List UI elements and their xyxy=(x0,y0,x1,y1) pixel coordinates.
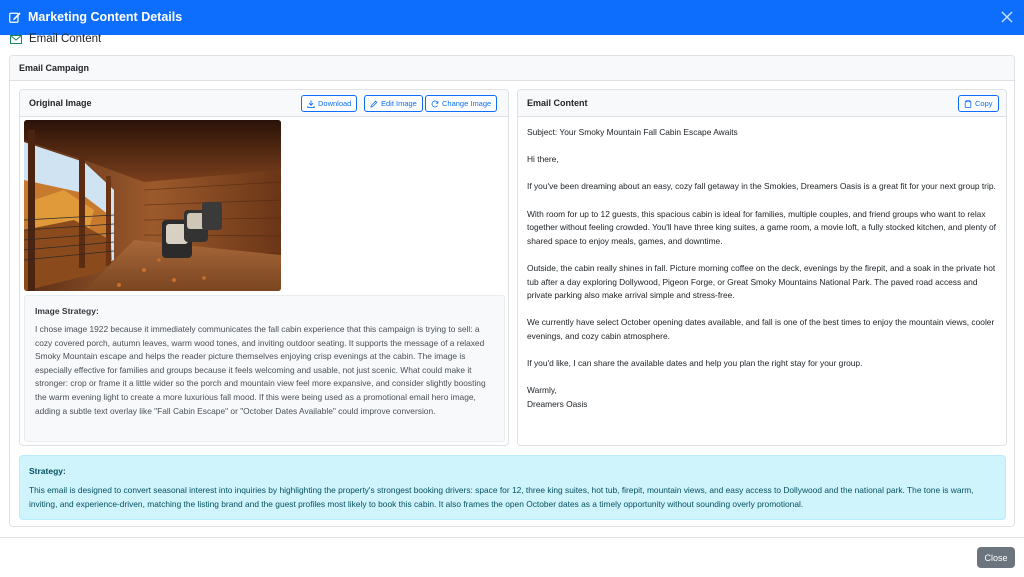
modal-header xyxy=(0,0,1024,35)
cabin-porch-image xyxy=(24,120,281,291)
original-image-header xyxy=(20,90,508,117)
download-button[interactable]: Download xyxy=(301,95,357,112)
email-campaign-title: Email Campaign xyxy=(10,56,1014,81)
pencil-icon xyxy=(370,100,378,108)
strategy-alert xyxy=(19,455,1006,520)
edit-icon xyxy=(9,11,21,23)
email-paragraph: Subject: Your Smoky Mountain Fall Cabin Escape Awaits xyxy=(527,127,738,137)
close-icon[interactable] xyxy=(1000,10,1014,24)
email-paragraph: We currently have select October opening dates available, and fall is one of the best times to enjoy the mountain views, cooler evenings, and cozy cabin atmosphere. xyxy=(527,317,995,341)
close-button[interactable]: Close xyxy=(977,547,1015,568)
email-paragraph: Outside, the cabin really shines in fall. Picture morning coffee on the deck, evenings by the firepit, and a soak in the private hot tub after a day exploring Dollywood, Pigeon Forge, or Great Smoky Mountains National Park. The paved road access and private parking also make arrival simple and stress-free. xyxy=(527,262,996,301)
original-image-title: Original Image xyxy=(29,98,92,108)
download-icon xyxy=(307,100,315,108)
original-image-panel xyxy=(19,89,509,446)
strategy-text: This email is designed to convert seasonal interest into inquiries by highlighting the property's strongest booking drivers: space for 12, three king suites, hot tub, firepit, mountain views, and easy access to Dollywood and the national park. The tone is warm, inviting, and experience-driven, matching the listing brand and the guest profiles most likely to book this cabin. It also frames the open October dates as a timely opportunity without sounding overly promotional. xyxy=(29,485,974,509)
email-paragraph: If you've been dreaming about an easy, cozy fall getaway in the Smokies, Dreamers Oasis is a great fit for your next group trip. xyxy=(527,181,996,192)
clipboard-icon xyxy=(964,100,972,108)
change-image-button[interactable]: Change Image xyxy=(425,95,497,112)
footer-divider xyxy=(0,537,1024,538)
image-strategy-text: I chose image 1922 because it immediately communicates the fall cabin experience that this campaign is trying to sell: a cozy covered porch, autumn leaves, warm wood tones, and inviting outdoor seating. It supports the message of a relaxed Smoky Mountain escape and helps the reader picture themselves enjoying crisp evenings at the cabin. The image is especially effective for families and groups because it feels welcoming and usable, not just scenic. What could make it stronger: crop or frame it a little wider so the porch and mountain view feel more expansive, and consider slightly boosting the warm evening light to create a more luxurious fall mood. If this were being used as a promotional email hero image, adding a subtle text overlay like "Fall Cabin Escape" or "October Dates Available" could improve conversion. xyxy=(35,324,486,416)
envelope-icon xyxy=(10,35,22,44)
copy-button[interactable]: Copy xyxy=(958,95,999,112)
email-signoff: Warmly, Dreamers Oasis xyxy=(527,385,588,409)
strategy-heading: Strategy: xyxy=(29,466,66,476)
edit-image-button[interactable]: Edit Image xyxy=(364,95,423,112)
modal-title: Marketing Content Details xyxy=(28,10,183,24)
email-content-header xyxy=(518,90,1006,117)
email-paragraph: If you'd like, I can share the available dates and help you plan the right stay for your group. xyxy=(527,358,863,369)
email-paragraph: With room for up to 12 guests, this spacious cabin is ideal for families, multiple couples, and friend groups who want to relax together without feeling crowded. You'll have three king suites, a game room, a movie loft, a fully stocked kitchen, and plenty of shared space to enjoy meals, games, and downtime. xyxy=(527,208,997,246)
email-content-title: Email Content xyxy=(527,98,588,108)
email-campaign-card xyxy=(9,55,1015,527)
image-strategy-box xyxy=(24,295,505,442)
section-title-label: Email Content xyxy=(29,33,102,45)
section-title xyxy=(10,33,101,45)
email-paragraph: Hi there, xyxy=(527,154,559,165)
email-body xyxy=(527,126,997,425)
refresh-icon xyxy=(431,100,439,108)
image-strategy-heading: Image Strategy: xyxy=(35,306,99,316)
email-content-panel xyxy=(517,89,1007,446)
